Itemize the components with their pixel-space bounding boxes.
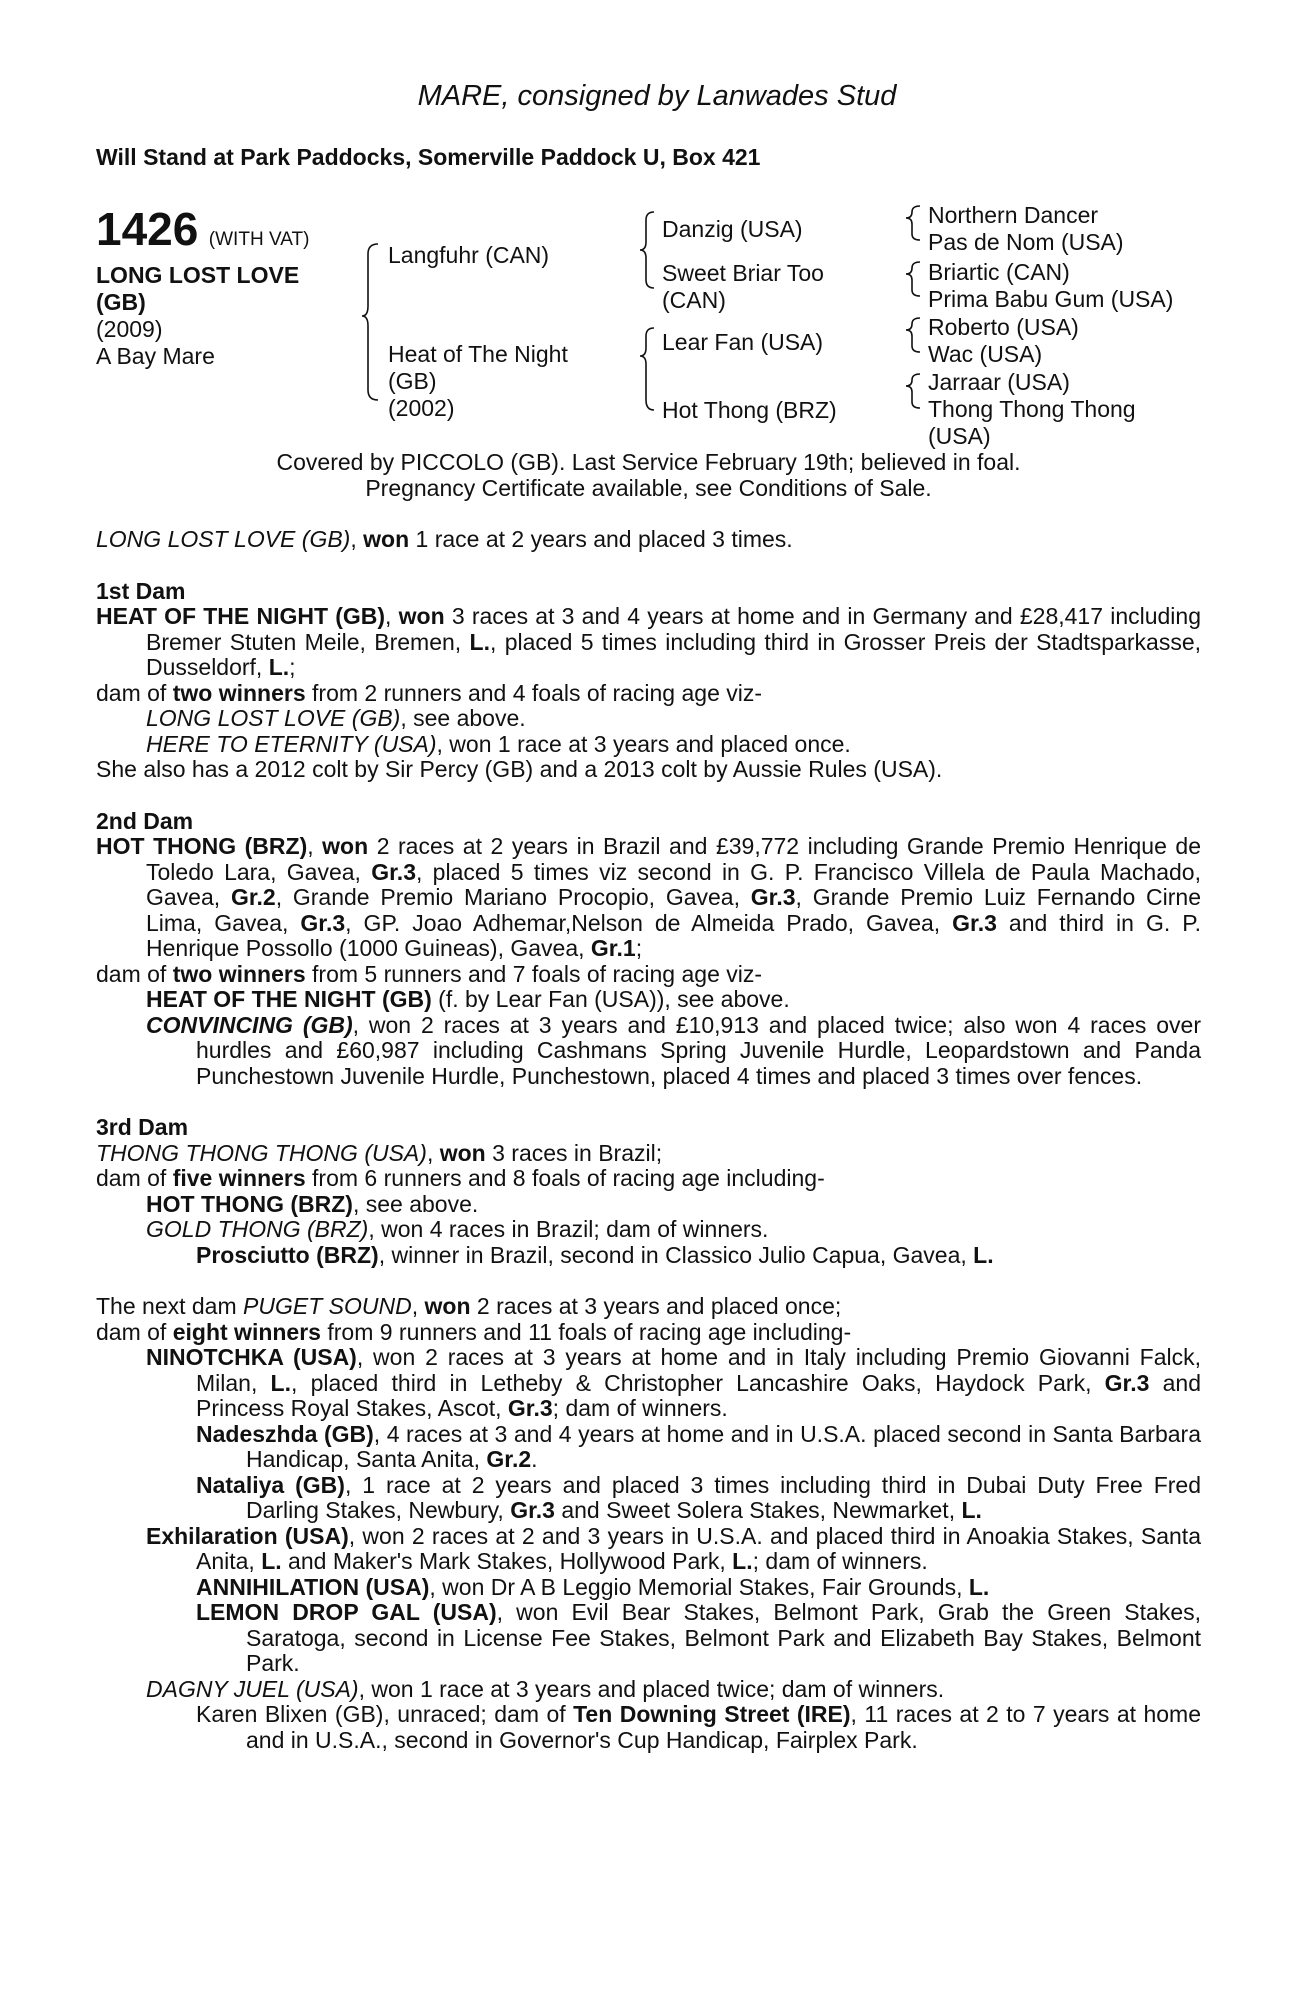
dam3-child-2 (96, 1217, 1201, 1243)
pedigree-sss: Northern Dancer (928, 202, 1099, 228)
dam1-child-1 (96, 706, 1201, 732)
child-text: , won Evil Bear Stakes, Belmont Park, Grab the Green Stakes, Saratoga, second in License Fee Stakes, Belmont Park and Elizabeth Bay Stakes, Belmont Park. (246, 1599, 1201, 1676)
listed-label: L. (968, 1573, 990, 1600)
child-text: ; dam of winners. (752, 1548, 928, 1574)
child-name: Prosciutto (BRZ) (196, 1241, 379, 1268)
damof-text: from 9 runners and 11 foals of racing age including- (320, 1318, 852, 1345)
damof-text: from 5 runners and 7 foals of racing age viz- (305, 960, 763, 987)
pedigree-dam (388, 341, 568, 422)
dam3-produce (96, 1166, 1201, 1192)
pedigree-dam-line1: Heat of The Night (388, 341, 568, 367)
listed-label: L. (732, 1548, 753, 1574)
won-label: won (424, 1293, 471, 1319)
next-child-3 (96, 1677, 1201, 1703)
grade-label: Gr.3 (371, 858, 416, 885)
child-text: ; dam of winners. (552, 1395, 728, 1421)
covered-line2: Pregnancy Certificate available, see Conditions of Sale. (365, 474, 932, 501)
dam3-child-1 (96, 1192, 1201, 1218)
dam2-text: and third in G. P. Henrique Possollo (1000 Guineas), Gavea, (146, 909, 1201, 961)
dam2-text: , Grande Premio Mariano Procopio, Gavea, (275, 884, 751, 910)
child-name: DAGNY JUEL (USA) (146, 1675, 359, 1702)
child-text: , 11 races at 2 to 7 years at home and in U.S.A., second in Governor's Cup Handicap, Fairplex Park. (246, 1701, 1201, 1753)
pedigree-sdd: Prima Babu Gum (USA) (928, 286, 1174, 312)
damof-text: dam of (96, 1165, 173, 1191)
grade-label: Gr.3 (300, 909, 346, 936)
child-text: , placed third in Letheby & Christopher Lancashire Oaks, Haydock Park, (291, 1369, 1105, 1396)
winners-count: two winners (172, 679, 306, 706)
stand-location: Will Stand at Park Paddocks, Somerville Paddock U, Box 421 (96, 144, 761, 170)
dam1-also: She also has a 2012 colt by Sir Percy (GB) and a 2013 colt by Aussie Rules (USA). (96, 756, 943, 782)
page-heading: MARE, consigned by Lanwades Stud (417, 80, 897, 112)
child-name: NINOTCHKA (USA) (146, 1344, 357, 1370)
dam1-name: HEAT OF THE NIGHT (GB) (96, 603, 386, 629)
child-text: , won 2 races at 2 and 3 years in U.S.A. and placed third in Anoakia Stakes, Santa Anita, (196, 1522, 1201, 1574)
next-child-1 (96, 1345, 1201, 1422)
child-text: , won 1 race at 3 years and placed once. (436, 730, 851, 757)
intro-name: LONG LOST LOVE (GB) (96, 526, 351, 552)
dam1-produce (96, 681, 1201, 707)
pedigree-sds: Briartic (CAN) (928, 259, 1070, 285)
pedigree-ss: Danzig (USA) (662, 216, 803, 242)
child-name: Exhilaration (USA) (146, 1522, 349, 1549)
child-name: HERE TO ETERNITY (USA) (146, 730, 437, 757)
grade-label: Gr.2 (486, 1446, 532, 1472)
dam1-child-2 (96, 732, 1201, 758)
next-grandchild-2b (96, 1600, 1201, 1677)
next-dam-record (96, 1294, 1201, 1320)
horse-country: (GB) (96, 289, 146, 315)
next-child-2 (96, 1524, 1201, 1575)
child-name: LEMON DROP GAL (USA) (196, 1599, 497, 1625)
pedigree-dss: Roberto (USA) (928, 314, 1079, 340)
child-name: HEAT OF THE NIGHT (GB) (146, 986, 432, 1012)
grade-label: Gr.2 (230, 884, 276, 910)
pedigree-ddd-line2: (USA) (928, 423, 991, 449)
damof-text: dam of (96, 960, 173, 987)
pedigree-ds: Lear Fan (USA) (662, 329, 824, 355)
listed-label: L. (961, 1497, 982, 1523)
winners-count: eight winners (172, 1318, 321, 1345)
pedigree-sire: Langfuhr (CAN) (388, 242, 550, 268)
dam1-text: 3 races at 3 and 4 years at home and in Germany and £28,417 including Bremer Stuten Meile, Bremen, (146, 603, 1201, 655)
dam3-grandchild-1 (96, 1243, 1201, 1269)
dam3-record: THONG THONG THONG (USA), won 3 races in Brazil; (96, 1139, 663, 1166)
child-text: , 1 race at 2 years and placed 3 times including third in Dubai Duty Free Fred Darling Stakes, Newbury, (246, 1471, 1201, 1523)
listed-label: L. (270, 1369, 291, 1396)
pedigree-dds: Jarraar (USA) (928, 369, 1070, 395)
pedigree-dam-line2: (GB) (388, 368, 437, 394)
child-text: and Princess Royal Stakes, Ascot, (196, 1369, 1201, 1421)
damof-text: from 6 runners and 8 foals of racing age including- (305, 1165, 825, 1191)
damof-text: dam of (96, 679, 173, 706)
winners-count: five winners (172, 1165, 306, 1191)
damof-text: dam of (96, 1318, 173, 1345)
child-name: ANNIHILATION (USA) (196, 1573, 430, 1600)
next-grandchild-3a (96, 1702, 1201, 1753)
dam3-name: THONG THONG THONG (USA) (96, 1139, 427, 1166)
listed-label: L. (268, 654, 290, 680)
pedigree-ddd (928, 396, 1136, 450)
child-text: , winner in Brazil, second in Classico Julio Capua, Gavea, (378, 1241, 974, 1268)
dam1-title: 1st Dam (96, 577, 186, 604)
pedigree-sd-line2: (CAN) (662, 287, 726, 313)
child-name: Ten Downing Street (IRE) (573, 1701, 851, 1727)
dam2-text: , Grande Premio Luiz Fernando Cirne Lima, Gavea, (146, 884, 1201, 936)
next-dam-produce (96, 1320, 1201, 1346)
child-name: HOT THONG (BRZ) (146, 1190, 353, 1217)
pedigree-dam-line3: (2002) (388, 395, 455, 421)
child-text: and Maker's Mark Stakes, Hollywood Park, (281, 1548, 733, 1574)
dam2-text: ; (635, 935, 643, 961)
child-text: Karen Blixen (GB), unraced; dam of (196, 1701, 574, 1727)
dam2-text: , GP. Joao Adhemar,Nelson de Almeida Prado, Gavea, (345, 909, 953, 936)
winners-count: two winners (172, 960, 306, 987)
dam2-name: HOT THONG (BRZ) (96, 833, 308, 859)
horse-year: (2009) (96, 316, 163, 342)
listed-label: L. (973, 1241, 994, 1268)
dam3-text: 3 races in Brazil; (485, 1139, 663, 1166)
pedigree-sd-line1: Sweet Briar Too (662, 260, 824, 286)
dam2-child-1 (96, 987, 1201, 1013)
grade-label: Gr.1 (590, 935, 636, 961)
dam1-text: , placed 5 times including third in Grosser Preis der Stadtsparkasse, Dusseldorf, (146, 628, 1201, 680)
pedigree-dsd: Wac (USA) (928, 341, 1043, 367)
covered-info (96, 450, 1201, 501)
grade-label: Gr.3 (507, 1395, 553, 1421)
dam1-text: ; (289, 654, 296, 680)
pedigree-dd: Hot Thong (BRZ) (662, 397, 837, 423)
child-text: (f. by Lear Fan (USA)), see above. (431, 986, 790, 1012)
listed-label: L. (469, 628, 490, 655)
child-name: LONG LOST LOVE (GB) (146, 705, 401, 731)
child-text: , 4 races at 3 and 4 years at home and in U.S.A. placed second in Santa Barbara Handicap, Santa Anita, (246, 1420, 1201, 1472)
catalogue-body (96, 527, 1201, 1753)
next-text: The next dam (96, 1293, 244, 1319)
pedigree-sd (662, 260, 824, 314)
child-text: . (531, 1446, 538, 1472)
dam2-record: HOT THONG (BRZ), won 2 races at 2 years in Brazil and £39,772 including Grande Premio Henrique de Toledo Lara, Gavea, Gr.3, placed 5 times viz second in G. P. Francisco Villela de Paula Machado, Gavea, Gr.2, Grande Premio Mariano Procopio, Gavea, Gr.3, Grande Premio Luiz Fernando Cirne Lima, Gavea, Gr.3, GP. Joao Adhemar,Nelson de Almeida Prado, Gavea, Gr.3 and third in G. P. Henrique Possollo (1000 Guineas), Gavea, Gr.1; (96, 833, 1202, 961)
intro-text: 1 race at 2 years and placed 3 times. (409, 526, 793, 552)
pedigree-ddd-line1: Thong Thong Thong (928, 396, 1136, 422)
dam2-text: 2 races at 2 years in Brazil and £39,772 including Grande Premio Henrique de Toledo Lara, Gavea, (146, 833, 1202, 885)
next-text: 2 races at 3 years and placed once; (470, 1293, 842, 1319)
lot-number: 1426 (96, 203, 199, 255)
child-text: , see above. (352, 1190, 479, 1217)
dam2-produce (96, 962, 1201, 988)
dam2-title: 2nd Dam (96, 807, 194, 834)
dam3-title: 3rd Dam (96, 1114, 189, 1140)
grade-label: Gr.3 (750, 884, 796, 910)
covered-line1: Covered by PICCOLO (GB). Last Service February 19th; believed in foal. (276, 449, 1021, 475)
won-label: won (363, 526, 410, 552)
child-text: , won 2 races at 3 years and £10,913 and placed twice; also won 4 races over hurdles and £60,987 including Cashmans Spring Juvenile Hurdle, Leopardstown and Panda Punchestown Juvenile Hurdle, Punchestown, placed 4 times and placed 3 times over fences. (196, 1011, 1201, 1089)
child-text: , see above. (400, 705, 526, 731)
child-text: , won Dr A B Leggio Memorial Stakes, Fair Grounds, (429, 1573, 969, 1600)
child-name: Nataliya (GB) (196, 1471, 345, 1498)
child-text: , won 2 races at 3 years at home and in Italy including Premio Giovanni Falck, Milan, (196, 1344, 1201, 1396)
won-label: won (322, 833, 369, 859)
child-text: , won 4 races in Brazil; dam of winners. (368, 1216, 769, 1242)
damof-text: from 2 runners and 4 foals of racing age viz- (305, 679, 763, 706)
next-grandchild-2a (96, 1575, 1201, 1601)
grade-label: Gr.3 (510, 1497, 555, 1523)
listed-label: L. (261, 1548, 282, 1574)
child-text: , won 1 race at 3 years and placed twice; dam of winners. (358, 1675, 945, 1702)
grade-label: Gr.3 (1104, 1369, 1150, 1396)
child-name: CONVINCING (GB) (146, 1011, 353, 1038)
child-name: Nadeszhda (GB) (196, 1420, 374, 1447)
next-grandchild-1b (96, 1473, 1201, 1524)
dam1-record: HEAT OF THE NIGHT (GB), won 3 races at 3 and 4 years at home and in Germany and £28,417 including Bremer Stuten Meile, Bremen, L., placed 5 times including third in Grosser Preis der Stadtsparkasse, Dusseldorf, L.; (96, 603, 1201, 680)
horse-name: LONG LOST LOVE (96, 262, 300, 288)
next-dam-name: PUGET SOUND (243, 1293, 412, 1319)
pedigree-ssd: Pas de Nom (USA) (928, 229, 1124, 255)
grade-label: Gr.3 (952, 909, 997, 936)
dam2-text: , placed 5 times viz second in G. P. Francisco Villela de Paula Machado, Gavea, (146, 858, 1201, 910)
won-label: won (398, 603, 445, 629)
next-grandchild-1a (96, 1422, 1201, 1473)
intro-paragraph: LONG LOST LOVE (GB), won 1 race at 2 years and placed 3 times. (96, 526, 793, 552)
dam2-child-2 (96, 1013, 1201, 1090)
next-text: , (411, 1293, 425, 1319)
child-name: GOLD THONG (BRZ) (146, 1216, 369, 1242)
lot-vat: (WITH VAT) (208, 229, 310, 250)
horse-description: A Bay Mare (96, 343, 215, 369)
won-label: won (439, 1139, 486, 1166)
child-text: and Sweet Solera Stakes, Newmarket, (554, 1497, 962, 1523)
